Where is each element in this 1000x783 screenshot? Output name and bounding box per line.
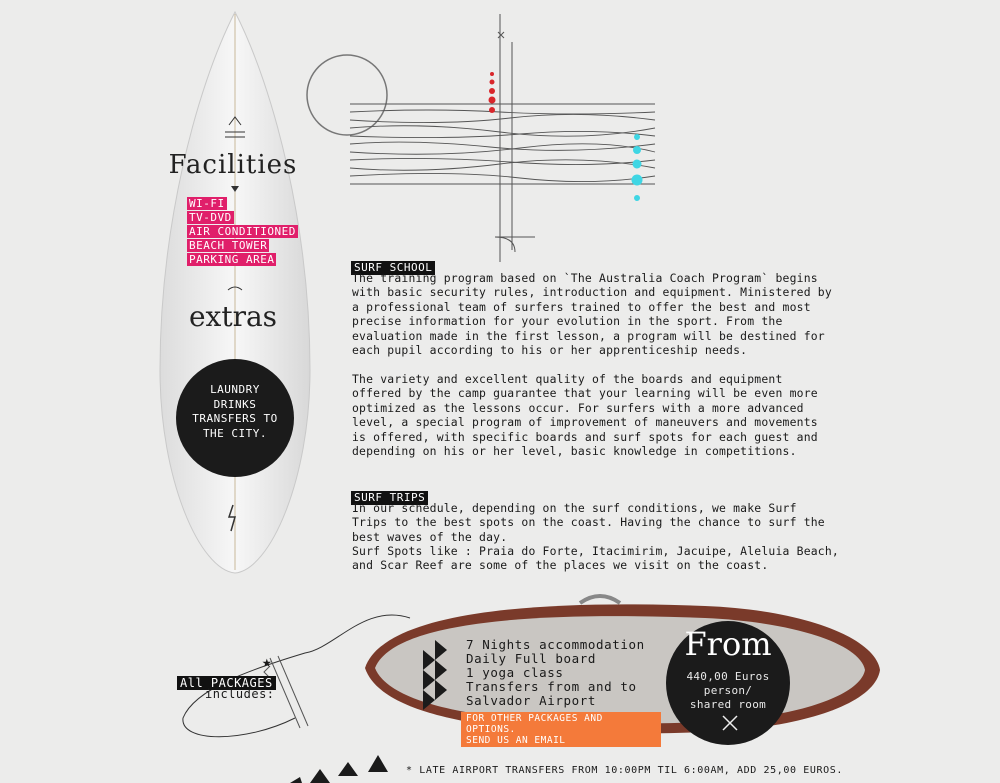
- surf-trips-heading: SURF TRIPS: [351, 491, 428, 505]
- extra-item: LAUNDRY: [210, 383, 260, 396]
- price-value: 440,00 Euros: [686, 670, 770, 683]
- package-item: 7 Nights accommodation: [466, 637, 645, 652]
- package-item: Transfers from and to: [466, 679, 637, 694]
- price-unit: shared room: [689, 698, 767, 711]
- facility-item: PARKING AREA: [189, 253, 275, 266]
- extra-item: DRINKS: [213, 397, 257, 411]
- surf-school-paragraph-1: The training program based on `The Australia Coach Program` begins with basic security rules, introduction and equipment. Ministered by a professional team of surfers trained to offer the best and most precise information for your evolution in the sport. From the evaluation made in the first lesson, a program will be destined for each pupil according to his or her apprenticeship needs.: [352, 271, 832, 358]
- extras-list: [180, 383, 290, 441]
- package-item: Salvador Airport: [466, 693, 597, 708]
- cta-line-2: SEND US AN EMAIL: [466, 735, 566, 746]
- cta-line-1: FOR OTHER PACKAGES AND OPTIONS.: [466, 713, 603, 735]
- package-item: Daily Full board: [466, 651, 597, 666]
- surf-school-heading: SURF SCHOOL: [351, 261, 435, 275]
- packages-list: [466, 638, 645, 708]
- price-block: [668, 670, 788, 712]
- facility-item: WI-FI: [189, 197, 225, 210]
- star-icon: ★: [262, 652, 272, 671]
- extras-title: extras: [188, 300, 278, 333]
- package-item: 1 yoga class: [466, 665, 564, 680]
- price-unit: person/: [703, 684, 753, 697]
- facility-item: BEACH TOWER: [189, 239, 268, 252]
- facilities-list: [187, 197, 298, 267]
- packages-label-text: All PACKAGES: [177, 676, 276, 690]
- email-cta-link[interactable]: [461, 712, 661, 747]
- surf-trips-paragraph-2: Surf Spots like : Praia do Forte, Itacimirim, Jacuipe, Aleluia Beach, and Scar Reef are some of the places we visit on the coast.: [352, 544, 839, 573]
- extra-item: THE CITY.: [202, 426, 268, 440]
- late-transfer-footnote: * LATE AIRPORT TRANSFERS FROM 10:00PM TIL 6:00AM, ADD 25,00 EUROS.: [406, 765, 843, 776]
- extra-item: TRANSFERS TO: [192, 412, 278, 425]
- facility-item: AIR CONDITIONED: [189, 225, 296, 238]
- triangles-decoration: [290, 752, 395, 783]
- wave-sketch-illustration: [305, 12, 665, 270]
- surfboard-illustration: [155, 10, 315, 575]
- surf-school-paragraph-2: The variety and excellent quality of the boards and equipment offered by the camp guarantee that your learning will be even more optimized as the lessons occur. For surfers with a more advanced level, a special program of improvement of maneuvers and movements is offered, with specific boards and surf spots for each guest and depending on his or her level, basic knowledge in competitions.: [352, 372, 818, 459]
- facilities-title: Facilities: [168, 150, 298, 180]
- surf-trips-paragraph-1: In our schedule, depending on the surf conditions, we make Surf Trips to the best spots on the coast. Having the chance to surf the best waves of the day.: [352, 501, 825, 544]
- facility-item: TV-DVD: [189, 211, 232, 224]
- packages-includes: includes:: [205, 687, 275, 701]
- price-from: From: [684, 625, 772, 663]
